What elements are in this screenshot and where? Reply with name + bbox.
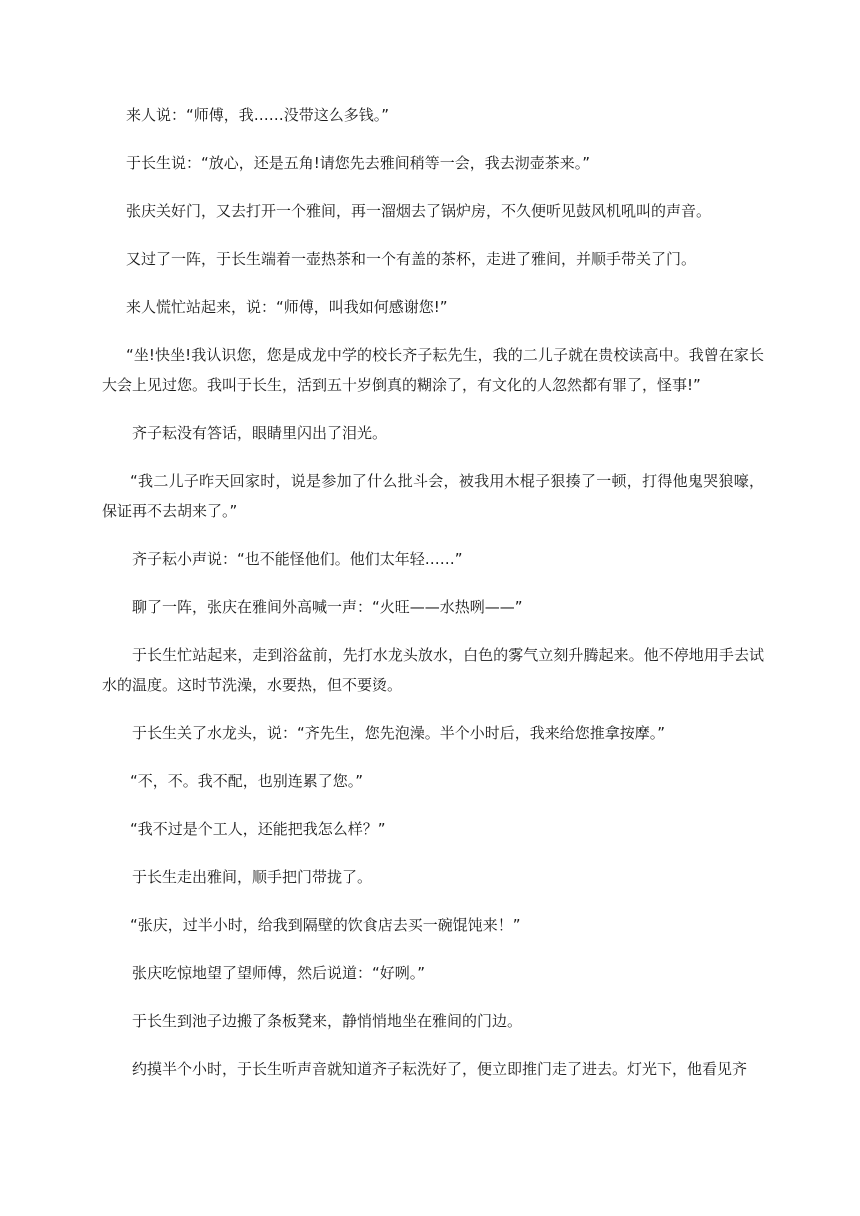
paragraph: 齐子耘小声说：“也不能怪他们。他们太年轻……” [132,550,463,568]
paragraph: 张庆关好门，又去打开一个雅间，再一溜烟去了锅炉房，不久便听见鼓风机吼叫的声音。 [126,202,712,220]
paragraph: 来人说：“师傅，我……没带这么多钱。” [126,106,390,124]
paragraph: 于长生走出雅间，顺手把门带拢了。 [132,868,373,886]
paragraph: 齐子耘没有答话，眼睛里闪出了泪光。 [132,424,388,442]
paragraph: 张庆吃惊地望了望师傅，然后说道：“好咧。” [132,964,426,982]
paragraph: 于长生说：“放心，还是五角!请您先去雅间稍等一会，我去沏壶茶来。” [126,154,591,172]
paragraph: 聊了一阵，张庆在雅间外高喊一声：“火旺——水热咧——” [132,598,523,616]
paragraph: “不，不。我不配，也别连累了您。” [130,772,364,790]
paragraph: 又过了一阵，于长生端着一壶热茶和一个有盖的茶杯，走进了雅间，并顺手带关了门。 [126,250,697,268]
paragraph: 于长生忙站起来，走到浴盆前，先打水龙头放水，白色的雾气立刻升腾起来。他不停地用手去试水的温度。这时节洗澡，水要热，但不要烫。 [102,646,764,694]
paragraph: 于长生关了水龙头，说：“齐先生，您先泡澡。半个小时后，我来给您推拿按摩。” [132,724,666,742]
paragraph: “我二儿子昨天回家时，说是参加了什么批斗会，被我用木棍子狠揍了一顿，打得他鬼哭狼嚎，保证再不去胡来了。” [102,472,764,520]
story-body [102,100,764,1102]
paragraph: “张庆，过半小时，给我到隔壁的饮食店去买一碗馄饨来！” [130,916,521,934]
paragraph: 于长生到池子边搬了条板凳来，静悄悄地坐在雅间的门边。 [132,1012,523,1030]
paragraph: 来人慌忙站起来，说：“师傅，叫我如何感谢您!” [126,298,448,316]
paragraph: “我不过是个工人，还能把我怎么样？” [130,820,386,838]
paragraph: 约摸半个小时，于长生听声音就知道齐子耘洗好了，便立即推门走了进去。灯光下，他看见齐 [132,1060,748,1078]
paragraph: “坐!快坐!我认识您，您是成龙中学的校长齐子耘先生，我的二儿子就在贵校读高中。我曾在家长大会上见过您。我叫于长生，活到五十岁倒真的糊涂了，有文化的人忽然都有罪了，怪事!” [102,346,764,394]
